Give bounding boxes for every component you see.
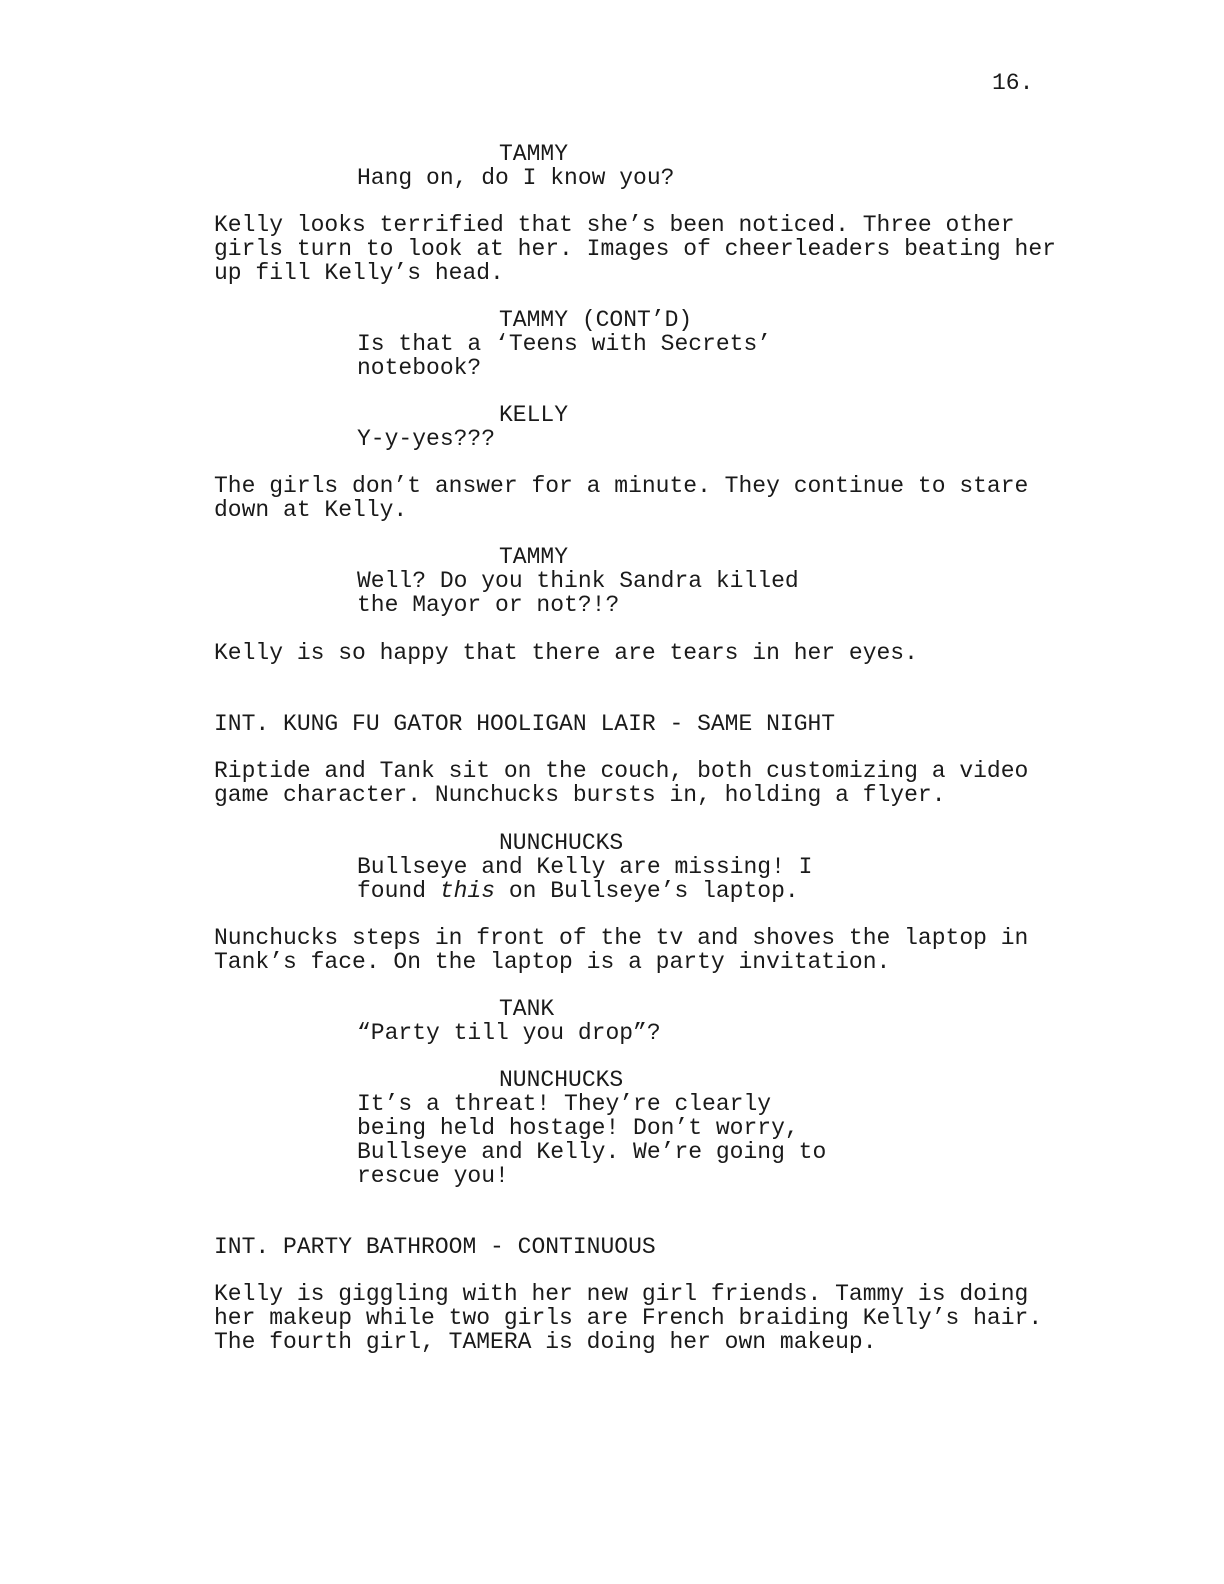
action-line: girls turn to look at her. Images of cheerleaders beating her <box>214 236 1056 262</box>
scene-heading: INT. PARTY BATHROOM - CONTINUOUS <box>214 1234 656 1260</box>
dialogue-line: Well? Do you think Sandra killed <box>357 568 799 594</box>
dialogue-line: rescue you! <box>357 1163 509 1189</box>
dialogue-line: Bullseye and Kelly. We’re going to <box>357 1139 827 1165</box>
character-name: TAMMY (CONT’D) <box>499 307 693 333</box>
character-name: KELLY <box>499 402 569 428</box>
action-line: The fourth girl, TAMERA is doing her own makeup. <box>214 1329 877 1355</box>
action-line: game character. Nunchucks bursts in, holding a flyer. <box>214 782 946 808</box>
page-number: 16. <box>992 70 1034 96</box>
dialogue-line: Is that a ‘Teens with Secrets’ <box>357 331 772 357</box>
action-line: Kelly is so happy that there are tears in her eyes. <box>214 640 918 666</box>
action-line: Kelly is giggling with her new girl friends. Tammy is doing <box>214 1281 1029 1307</box>
character-name: NUNCHUCKS <box>499 1067 624 1093</box>
dialogue-text: found <box>357 878 440 904</box>
dialogue-line <box>357 879 877 903</box>
dialogue-line: Bullseye and Kelly are missing! I <box>357 854 813 880</box>
scene-heading: INT. KUNG FU GATOR HOOLIGAN LAIR - SAME NIGHT <box>214 711 836 737</box>
dialogue-line: Hang on, do I know you? <box>357 165 675 191</box>
dialogue-text: on Bullseye’s laptop. <box>495 878 799 904</box>
character-name: TAMMY <box>499 141 569 167</box>
emphasis-text: this <box>439 878 496 904</box>
action-line: Nunchucks steps in front of the tv and shoves the laptop in <box>214 925 1029 951</box>
character-name: TANK <box>499 996 555 1022</box>
action-line: Riptide and Tank sit on the couch, both customizing a video <box>214 758 1029 784</box>
dialogue-line: the Mayor or not?!? <box>357 592 620 618</box>
action-line: down at Kelly. <box>214 497 408 523</box>
action-line: The girls don’t answer for a minute. They continue to stare <box>214 473 1029 499</box>
dialogue-line: “Party till you drop”? <box>357 1020 661 1046</box>
character-name: TAMMY <box>499 544 569 570</box>
dialogue-line: notebook? <box>357 355 482 381</box>
action-line: up fill Kelly’s head. <box>214 260 504 286</box>
dialogue-line: being held hostage! Don’t worry, <box>357 1115 799 1141</box>
dialogue-line: It’s a threat! They’re clearly <box>357 1091 772 1117</box>
action-line: Kelly looks terrified that she’s been noticed. Three other <box>214 212 1015 238</box>
action-line: Tank’s face. On the laptop is a party invitation. <box>214 949 891 975</box>
character-name: NUNCHUCKS <box>499 830 624 856</box>
dialogue-line: Y-y-yes??? <box>357 426 496 452</box>
action-line: her makeup while two girls are French braiding Kelly’s hair. <box>214 1305 1043 1331</box>
